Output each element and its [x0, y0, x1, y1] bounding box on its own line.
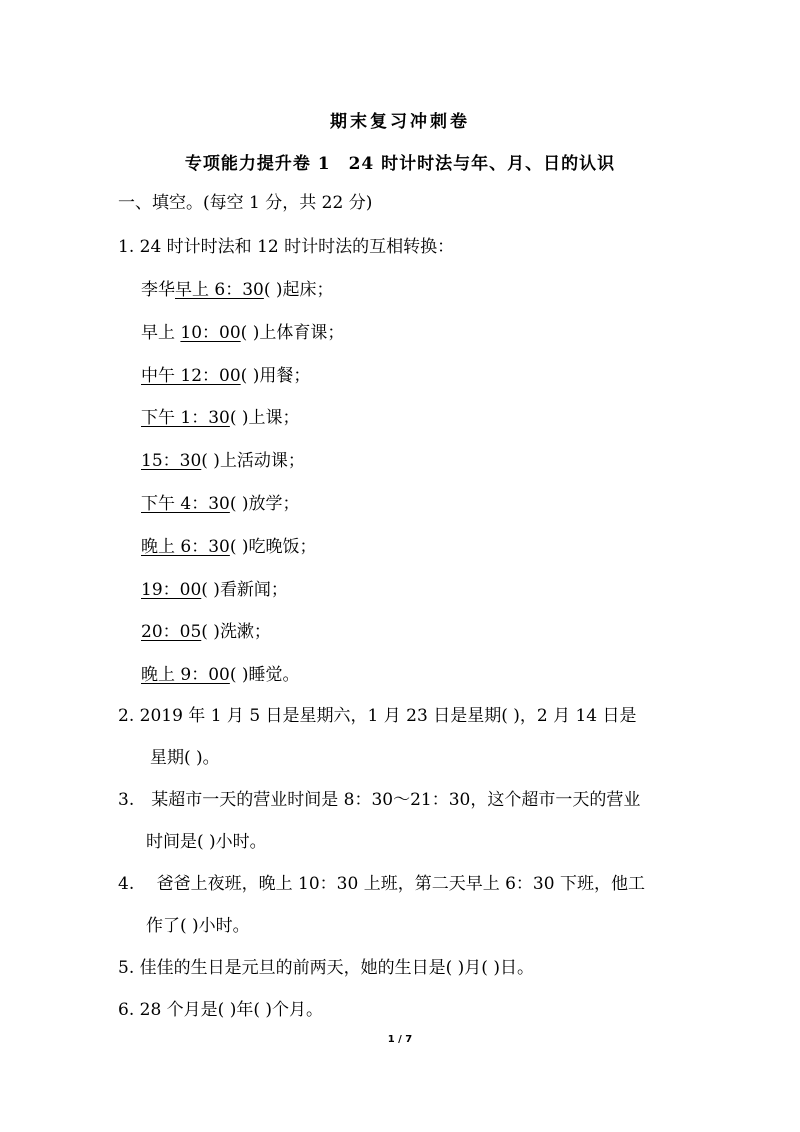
question-1-label: 1. 24 时计时法和 12 时计时法的互相转换： [118, 237, 455, 257]
q1-item-2 [141, 323, 344, 343]
item-activity: 看新闻； [219, 580, 288, 600]
item-activity: 放学； [248, 494, 300, 514]
q1-item-10 [141, 665, 300, 685]
question-4-line-1: 4. 爸爸上夜班，晚上 10：30 上班，第二天早上 6：30 下班，他工 [118, 874, 645, 894]
item-prefix: 李华 [141, 280, 175, 300]
answer-blank[interactable]: ( ) [240, 366, 260, 386]
q1-item-4 [141, 408, 300, 428]
answer-blank[interactable]: ( ) [229, 494, 249, 514]
q1-item-3 [141, 366, 310, 386]
answer-blank[interactable]: ( ) [201, 451, 220, 471]
item-time: 下午 1：30 [141, 408, 230, 428]
q1-item-1 [141, 280, 334, 300]
question-3-line-1: 3. 某超市一天的营业时间是 8：30～21：30，这个超市一天的营业 [118, 790, 641, 810]
item-prefix: 早上 [141, 323, 181, 343]
question-2-line-1: 2. 2019 年 1 月 5 日是星期六，1 月 23 日是星期( )，2 月 14 日是 [118, 706, 637, 726]
item-time: 19：00 [141, 580, 202, 600]
item-activity: 睡觉。 [248, 665, 300, 685]
answer-blank[interactable]: ( ) [201, 580, 220, 600]
item-time: 早上 6：30 [175, 280, 264, 300]
q1-item-7 [141, 537, 317, 557]
question-5: 5. 佳佳的生日是元旦的前两天，她的生日是( )月( )日。 [118, 958, 534, 978]
item-time: 15：30 [141, 451, 202, 471]
answer-blank[interactable]: ( ) [229, 537, 249, 557]
item-time: 下午 4：30 [141, 494, 230, 514]
item-activity: 上课； [248, 408, 300, 428]
document-title: 期末复习冲刺卷 [330, 112, 470, 132]
item-time: 晚上 6：30 [141, 537, 230, 557]
item-time: 中午 12：00 [141, 366, 241, 386]
item-activity: 上活动课； [219, 451, 305, 471]
item-time: 20：05 [141, 622, 202, 642]
q1-item-6 [141, 494, 300, 514]
q1-item-9 [141, 622, 271, 642]
section-heading: 一、填空。(每空 1 分，共 22 分) [118, 193, 373, 213]
item-time: 10：00 [180, 323, 241, 343]
page-number: 1 / 7 [387, 1034, 413, 1045]
answer-blank[interactable]: ( ) [263, 280, 283, 300]
question-2-line-2: 星期( )。 [150, 748, 220, 768]
question-4-line-2: 作了( )小时。 [146, 916, 250, 936]
item-activity: 洗漱； [219, 622, 271, 642]
item-activity: 起床； [282, 280, 334, 300]
item-activity: 吃晚饭； [248, 537, 317, 557]
question-3-line-2: 时间是( )小时。 [146, 832, 267, 852]
item-time: 晚上 9：00 [141, 665, 230, 685]
answer-blank[interactable]: ( ) [240, 323, 260, 343]
item-activity: 用餐； [259, 366, 311, 386]
answer-blank[interactable]: ( ) [201, 622, 220, 642]
document-subtitle: 专项能力提升卷 1 24 时计时法与年、月、日的认识 [184, 154, 616, 174]
answer-blank[interactable]: ( ) [229, 408, 249, 428]
q1-item-8 [141, 580, 288, 600]
item-activity: 上体育课； [259, 323, 345, 343]
q1-item-5 [141, 451, 305, 471]
question-6: 6. 28 个月是( )年( )个月。 [118, 1000, 323, 1020]
answer-blank[interactable]: ( ) [229, 665, 249, 685]
